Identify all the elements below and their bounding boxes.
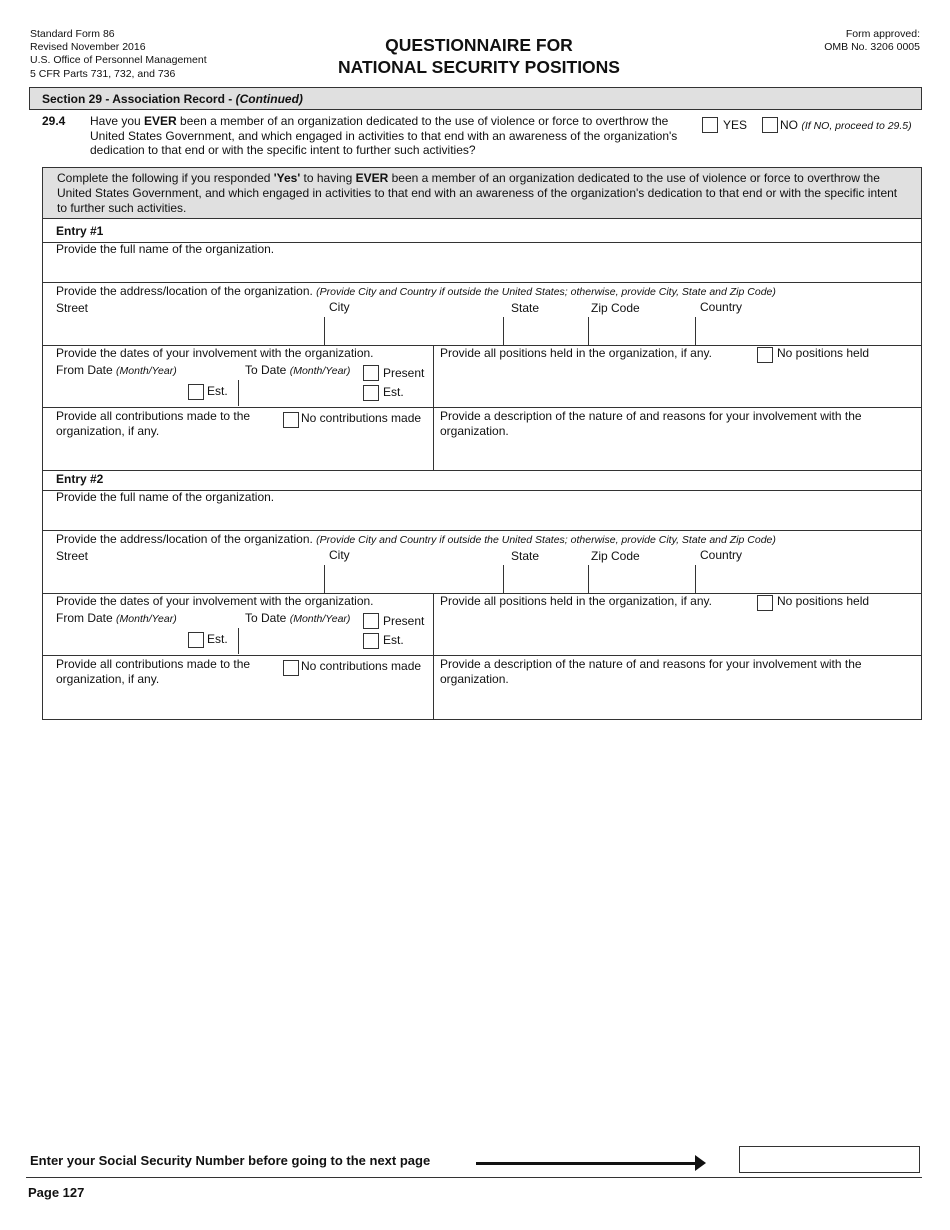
- entry-1-no-contrib-label: No contributions made: [301, 411, 422, 425]
- question-text-post: been a member of an organization dedicated to the use of violence or force to overthrow the United States Government, and which engaged in activities to that end with an awareness of the organization's dedication to that end or with the specific intent to further such activities?: [90, 114, 678, 157]
- entries-container: [42, 219, 922, 720]
- instructions-yes: 'Yes': [273, 171, 301, 185]
- entry-2-no-contrib-label: No contributions made: [301, 659, 422, 673]
- entry-1-address-label: Provide the address/location of the organization.: [56, 284, 317, 298]
- page-title-line1: QUESTIONNAIRE FOR: [385, 35, 573, 55]
- entry-1-present-label: Present: [383, 366, 425, 380]
- entry-1-from-label: From Date: [56, 363, 117, 377]
- entry-1-from-note: (Month/Year): [116, 365, 177, 377]
- entry-1-to-est-label: Est.: [383, 385, 404, 399]
- entry-2-dates-label: Provide the dates of your involvement with the organization.: [56, 594, 374, 608]
- entry-2-country-label: Country: [700, 548, 743, 562]
- entry-1-title: Entry #1: [56, 224, 104, 238]
- section-title: Section 29 - Association Record -: [42, 92, 236, 106]
- no-note: (If NO, proceed to 29.5): [801, 120, 912, 132]
- instructions-ever: EVER: [355, 171, 389, 185]
- entry-2-city-field[interactable]: [325, 565, 503, 593]
- arrowhead-icon: [695, 1155, 706, 1171]
- entry-2-to-est-label: Est.: [383, 633, 404, 647]
- entry-2-country-field[interactable]: [696, 565, 921, 593]
- entry-1-to-label-group: [245, 363, 350, 379]
- instructions-post: been a member of an organization dedicated to the use of violence or force to overthrow the United States Government, and which engaged in activities to that end with an awareness of the organization's dedication to that end or with the specific intent to further such activities.: [57, 171, 898, 215]
- entry-1-from-est-checkbox[interactable]: [188, 384, 204, 400]
- form-agency: U.S. Office of Personnel Management: [30, 54, 207, 67]
- entry-1-no-positions-checkbox[interactable]: [757, 347, 773, 363]
- question-number: 29.4: [42, 114, 66, 128]
- entry-2-no-contrib-checkbox[interactable]: [283, 660, 299, 676]
- entry-1-desc-field[interactable]: [434, 441, 921, 470]
- entry-1-city-label: City: [329, 300, 350, 314]
- entry-2-from-est-label: Est.: [207, 632, 228, 646]
- entry-1-contrib-field[interactable]: [43, 441, 433, 470]
- page-number: Page 127: [28, 1185, 85, 1200]
- entry-1-positions-label: Provide all positions held in the organization, if any.: [440, 346, 712, 360]
- entry-1-country-field[interactable]: [696, 317, 921, 345]
- entry-2-from-note: (Month/Year): [116, 613, 177, 625]
- entry-2-city-label: City: [329, 548, 350, 562]
- page-title-line2: NATIONAL SECURITY POSITIONS: [338, 57, 620, 77]
- entry-1-desc-label: Provide a description of the nature of and reasons for your involvement with the organization.: [440, 409, 862, 438]
- entry-2-no-positions-checkbox[interactable]: [757, 595, 773, 611]
- entry-2-desc-label: Provide a description of the nature of and reasons for your involvement with the organization.: [440, 657, 862, 686]
- entry-2-from-label: From Date: [56, 611, 117, 625]
- question-text-ever: EVER: [144, 114, 177, 128]
- entry-1-address-note: (Provide City and Country if outside the United States; otherwise, provide City, State and Zip Code): [316, 286, 776, 298]
- entry-1-present-checkbox[interactable]: [363, 365, 379, 381]
- entry-2-present-label: Present: [383, 614, 425, 628]
- entry-1-no-positions-label: No positions held: [777, 346, 870, 360]
- entry-1-to-est-checkbox[interactable]: [363, 385, 379, 401]
- entry-1-to-label: To Date: [245, 363, 290, 377]
- entry-2-street-label: Street: [56, 549, 89, 563]
- entry-2-state-label: State: [511, 549, 540, 563]
- entry-2-present-checkbox[interactable]: [363, 613, 379, 629]
- form-cfr: 5 CFR Parts 731, 732, and 736: [30, 67, 176, 80]
- entry-1-state-label: State: [511, 301, 540, 315]
- entry-1-address-label-group: [56, 284, 776, 300]
- entry-1-contrib-label: Provide all contributions made to the organization, if any.: [56, 409, 251, 438]
- entry-1-from-date-field[interactable]: [43, 380, 188, 406]
- entry-2-from-est-checkbox[interactable]: [188, 632, 204, 648]
- entry-2-address-label-group: [56, 532, 776, 548]
- entry-2-positions-field[interactable]: [434, 612, 921, 655]
- entry-1-from-est-label: Est.: [207, 384, 228, 398]
- entry-1-street-field[interactable]: [43, 317, 324, 345]
- entry-1-dates-label: Provide the dates of your involvement with the organization.: [56, 346, 374, 360]
- entry-1-to-date-field[interactable]: [239, 380, 361, 406]
- no-label-group: [780, 118, 912, 132]
- entry-1-from-label-group: [56, 363, 177, 379]
- entry-2-to-label: To Date: [245, 611, 290, 625]
- yes-checkbox[interactable]: [702, 117, 718, 133]
- entry-2-state-field[interactable]: [504, 565, 588, 593]
- form-approval: [824, 28, 920, 54]
- entry-2-org-name-field[interactable]: [43, 507, 921, 530]
- entry-2-title: Entry #2: [56, 472, 104, 486]
- entry-2-zip-label: Zip Code: [591, 549, 640, 563]
- entry-1-country-label: Country: [700, 300, 743, 314]
- question-text-pre: Have you: [90, 114, 145, 128]
- instructions-mid: to having: [300, 171, 356, 185]
- entry-1-street-label: Street: [56, 301, 89, 315]
- entry-2-positions-label: Provide all positions held in the organization, if any.: [440, 594, 712, 608]
- entry-1-org-name-label: Provide the full name of the organization.: [56, 242, 275, 256]
- entry-2-contrib-field[interactable]: [43, 689, 433, 719]
- entry-2-street-field[interactable]: [43, 565, 324, 593]
- entry-2-to-est-checkbox[interactable]: [363, 633, 379, 649]
- section-title-suffix: (Continued): [235, 92, 303, 106]
- entry-2-contrib-label: Provide all contributions made to the organization, if any.: [56, 657, 251, 686]
- entry-1-positions-field[interactable]: [434, 364, 921, 407]
- form-approved-label: Form approved:: [845, 28, 920, 40]
- footer-divider: [26, 1177, 922, 1178]
- entry-1-zip-label: Zip Code: [591, 301, 640, 315]
- entry-2-address-note: (Provide City and Country if outside the United States; otherwise, provide City, State and Zip Code): [316, 534, 776, 546]
- entry-2-desc-field[interactable]: [434, 689, 921, 719]
- entry-2-to-note: (Month/Year): [289, 613, 351, 625]
- entry-2-from-label-group: [56, 611, 177, 627]
- form-revision: Revised November 2016: [30, 41, 146, 54]
- no-label: NO: [780, 118, 798, 132]
- instructions-box: [42, 167, 922, 219]
- section-header: [29, 87, 922, 110]
- entry-1-zip-field[interactable]: [589, 317, 695, 345]
- entry-2-no-positions-label: No positions held: [777, 594, 870, 608]
- question-text: [90, 114, 685, 158]
- omb-number: OMB No. 3206 0005: [824, 41, 920, 54]
- ssn-prompt: Enter your Social Security Number before going to the next page: [30, 1153, 431, 1168]
- arrow-right-icon: [476, 1162, 698, 1165]
- no-checkbox[interactable]: [762, 117, 778, 133]
- entry-2-from-date-field[interactable]: [43, 628, 188, 654]
- entry-2-to-date-field[interactable]: [239, 628, 361, 654]
- entry-1-state-field[interactable]: [504, 317, 588, 345]
- yes-label: YES: [723, 118, 748, 132]
- entry-2-zip-field[interactable]: [589, 565, 695, 593]
- entry-1-city-field[interactable]: [325, 317, 503, 345]
- ssn-input[interactable]: [739, 1146, 920, 1173]
- entry-2-org-name-label: Provide the full name of the organization.: [56, 490, 275, 504]
- entry-2-address-label: Provide the address/location of the organization.: [56, 532, 317, 546]
- form-number: Standard Form 86: [30, 28, 115, 40]
- instructions-pre: Complete the following if you responded: [57, 171, 274, 185]
- entry-1-org-name-field[interactable]: [43, 259, 921, 282]
- page-title: [0, 34, 950, 78]
- entry-1-no-contrib-checkbox[interactable]: [283, 412, 299, 428]
- entry-2-to-label-group: [245, 611, 350, 627]
- entry-1-to-note: (Month/Year): [289, 365, 351, 377]
